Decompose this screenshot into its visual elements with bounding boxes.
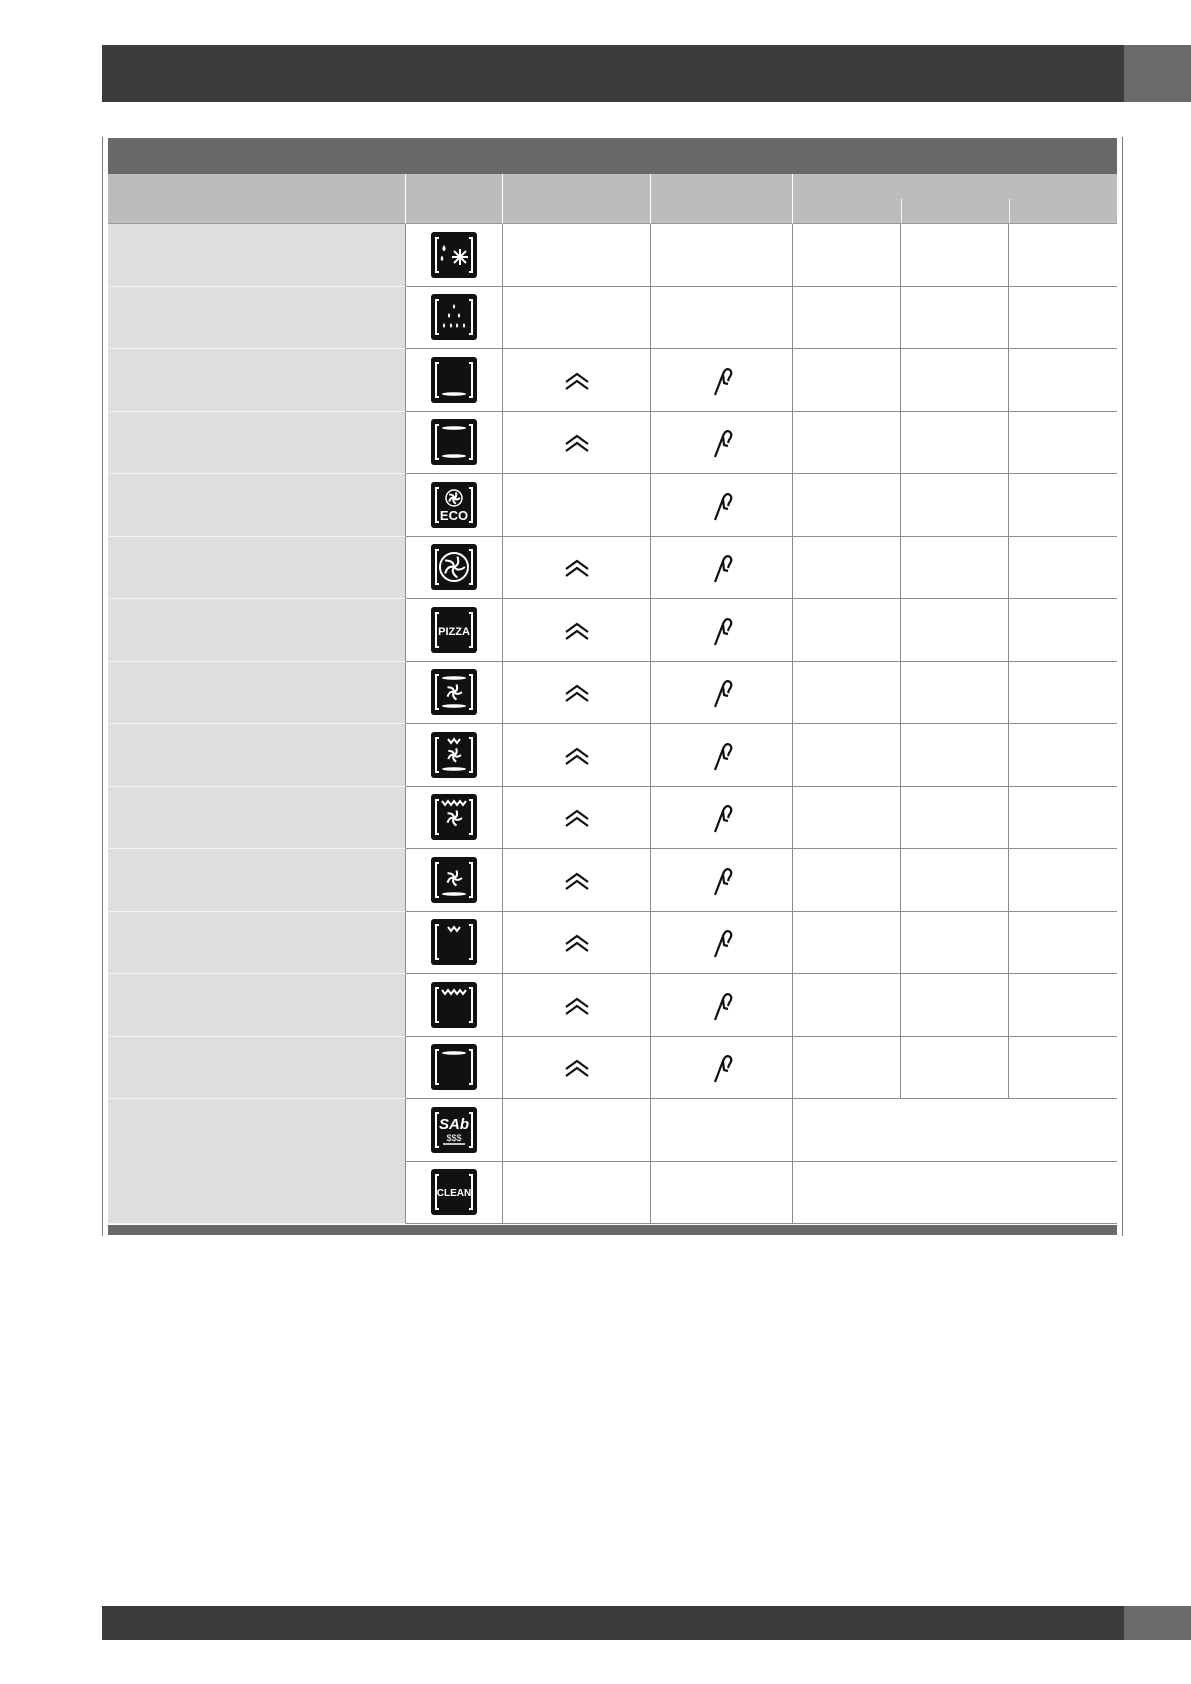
fast-preheat-cell [503,537,651,600]
header-group [793,174,1117,224]
value-cell [1009,224,1117,287]
steam-drops-icon [431,294,477,340]
meat-probe-cell [651,412,793,475]
fast-preheat-icon [559,799,595,835]
header-page-tab [1124,45,1191,102]
header-fast-preheat [503,174,651,224]
meat-probe-icon [704,737,740,773]
sabbath-icon [431,1107,477,1153]
fast-preheat-cell [503,349,651,412]
footer-page-tab [1124,1606,1191,1640]
symbol-cell [406,474,503,537]
top-bottom-heat-icon [431,419,477,465]
value-cell [901,1037,1009,1100]
value-cell [901,599,1009,662]
meat-probe-icon [704,799,740,835]
meat-probe-icon [704,1049,740,1085]
meat-probe-cell [651,724,793,787]
symbol-cell [406,599,503,662]
fast-preheat-icon [559,549,595,585]
function-name-cell [108,287,406,350]
value-cell [901,849,1009,912]
meat-probe-cell [651,224,793,287]
meat-probe-cell [651,1037,793,1100]
function-name-cell [108,912,406,975]
full-grill-fan-icon [431,794,477,840]
meat-probe-icon [704,424,740,460]
value-cell [901,724,1009,787]
defrost-icon [431,232,477,278]
full-grill-icon [431,982,477,1028]
value-cell [1009,1037,1117,1100]
function-name-cell [108,349,406,412]
header-bar [102,45,1191,102]
value-cell [1009,724,1117,787]
value-cell [793,974,901,1037]
fast-preheat-icon [559,424,595,460]
function-name-cell [108,599,406,662]
value-cell [901,412,1009,475]
symbol-cell [406,412,503,475]
value-cell [1009,599,1117,662]
value-cell [1009,412,1117,475]
meat-probe-cell [651,1099,793,1162]
value-cell [1009,537,1117,600]
value-cell [901,287,1009,350]
fan-bottom-icon [431,857,477,903]
value-cell [1009,662,1117,725]
fast-preheat-cell [503,224,651,287]
meat-probe-cell [651,662,793,725]
meat-probe-icon [704,612,740,648]
meat-probe-cell [651,1162,793,1225]
symbol-cell [406,662,503,725]
value-cell [1009,787,1117,850]
fast-preheat-cell [503,474,651,537]
fast-preheat-icon [559,362,595,398]
fan-top-bottom-icon [431,669,477,715]
fast-preheat-cell [503,1037,651,1100]
fast-preheat-icon [559,612,595,648]
value-cell [901,974,1009,1037]
symbol-cell [406,1099,503,1162]
function-name-cell [108,1099,406,1224]
meat-probe-cell [651,787,793,850]
fast-preheat-cell [503,787,651,850]
meat-probe-cell [651,287,793,350]
value-cell [1009,912,1117,975]
meat-probe-icon [704,549,740,585]
value-cell [901,474,1009,537]
value-cell [901,912,1009,975]
value-cell [793,287,901,350]
value-cell [793,662,901,725]
fast-preheat-icon [559,862,595,898]
value-cell [793,412,901,475]
fast-preheat-cell [503,599,651,662]
fast-preheat-icon [559,737,595,773]
fast-preheat-icon [559,674,595,710]
function-name-cell [108,1037,406,1100]
header-subcolumn-dividers [793,199,1117,223]
value-cell [901,787,1009,850]
svg-text:PIZZA: PIZZA [438,625,470,638]
fast-preheat-cell [503,662,651,725]
svg-text:SAb: SAb [439,1115,469,1133]
fast-preheat-cell [503,287,651,350]
value-cell [793,912,901,975]
meat-probe-cell [651,599,793,662]
oven-functions-table [108,174,1117,1224]
fast-preheat-cell [503,724,651,787]
value-cell [1009,849,1117,912]
value-cell [793,849,901,912]
top-heat-icon [431,1044,477,1090]
value-cell [901,662,1009,725]
symbol-cell [406,1037,503,1100]
meat-probe-cell [651,537,793,600]
svg-text:$$$: $$$ [446,1132,462,1143]
value-cell [793,599,901,662]
fast-preheat-icon [559,924,595,960]
value-cell [793,1037,901,1100]
meat-probe-cell [651,349,793,412]
bottom-heat-icon [431,357,477,403]
value-cell [901,224,1009,287]
meat-probe-cell [651,849,793,912]
function-name-cell [108,537,406,600]
value-cell [901,537,1009,600]
meat-probe-icon [704,924,740,960]
fast-preheat-cell [503,1099,651,1162]
function-name-cell [108,849,406,912]
function-name-cell [108,787,406,850]
value-cell [1009,349,1117,412]
value-cell [793,224,901,287]
symbol-cell [406,224,503,287]
function-name-cell [108,224,406,287]
meat-probe-icon [704,362,740,398]
header-function-name [108,174,406,224]
value-cell [793,349,901,412]
symbol-cell [406,912,503,975]
fan-icon [431,544,477,590]
function-name-cell [108,724,406,787]
fast-preheat-cell [503,412,651,475]
header-meat-probe [651,174,793,224]
value-cell [793,537,901,600]
header-symbol [406,174,503,224]
table-title-bar [108,138,1117,174]
fast-preheat-cell [503,912,651,975]
table-foot-bar [108,1225,1117,1235]
value-cell [793,724,901,787]
value-cell [1009,287,1117,350]
function-name-cell [108,974,406,1037]
meat-probe-cell [651,912,793,975]
pizza-icon [431,607,477,653]
fast-preheat-cell [503,849,651,912]
value-cell [793,474,901,537]
fast-preheat-icon [559,987,595,1023]
symbol-cell [406,349,503,412]
value-cell [901,349,1009,412]
meat-probe-icon [704,987,740,1023]
meat-probe-icon [704,487,740,523]
meat-probe-cell [651,974,793,1037]
symbol-cell [406,849,503,912]
symbol-cell [406,724,503,787]
svg-text:CLEAN: CLEAN [436,1188,472,1200]
fast-preheat-cell [503,1162,651,1225]
fast-preheat-icon [559,1049,595,1085]
small-grill-icon [431,919,477,965]
function-name-cell [108,662,406,725]
symbol-cell [406,787,503,850]
grill-fan-bottom-icon [431,732,477,778]
value-cell [1009,974,1117,1037]
function-name-cell [108,474,406,537]
value-cell [793,787,901,850]
fast-preheat-cell [503,974,651,1037]
meat-probe-cell [651,474,793,537]
value-cell [1009,474,1117,537]
symbol-cell [406,287,503,350]
meat-probe-icon [704,674,740,710]
clean-icon [431,1169,477,1215]
symbol-cell [406,1162,503,1225]
function-name-cell [108,412,406,475]
symbol-cell [406,974,503,1037]
eco-fan-icon [431,482,477,528]
meat-probe-icon [704,862,740,898]
footer-bar [102,1606,1191,1640]
symbol-cell [406,537,503,600]
svg-text:ECO: ECO [439,507,469,523]
merged-value-cell [793,1162,1117,1225]
merged-value-cell [793,1099,1117,1162]
